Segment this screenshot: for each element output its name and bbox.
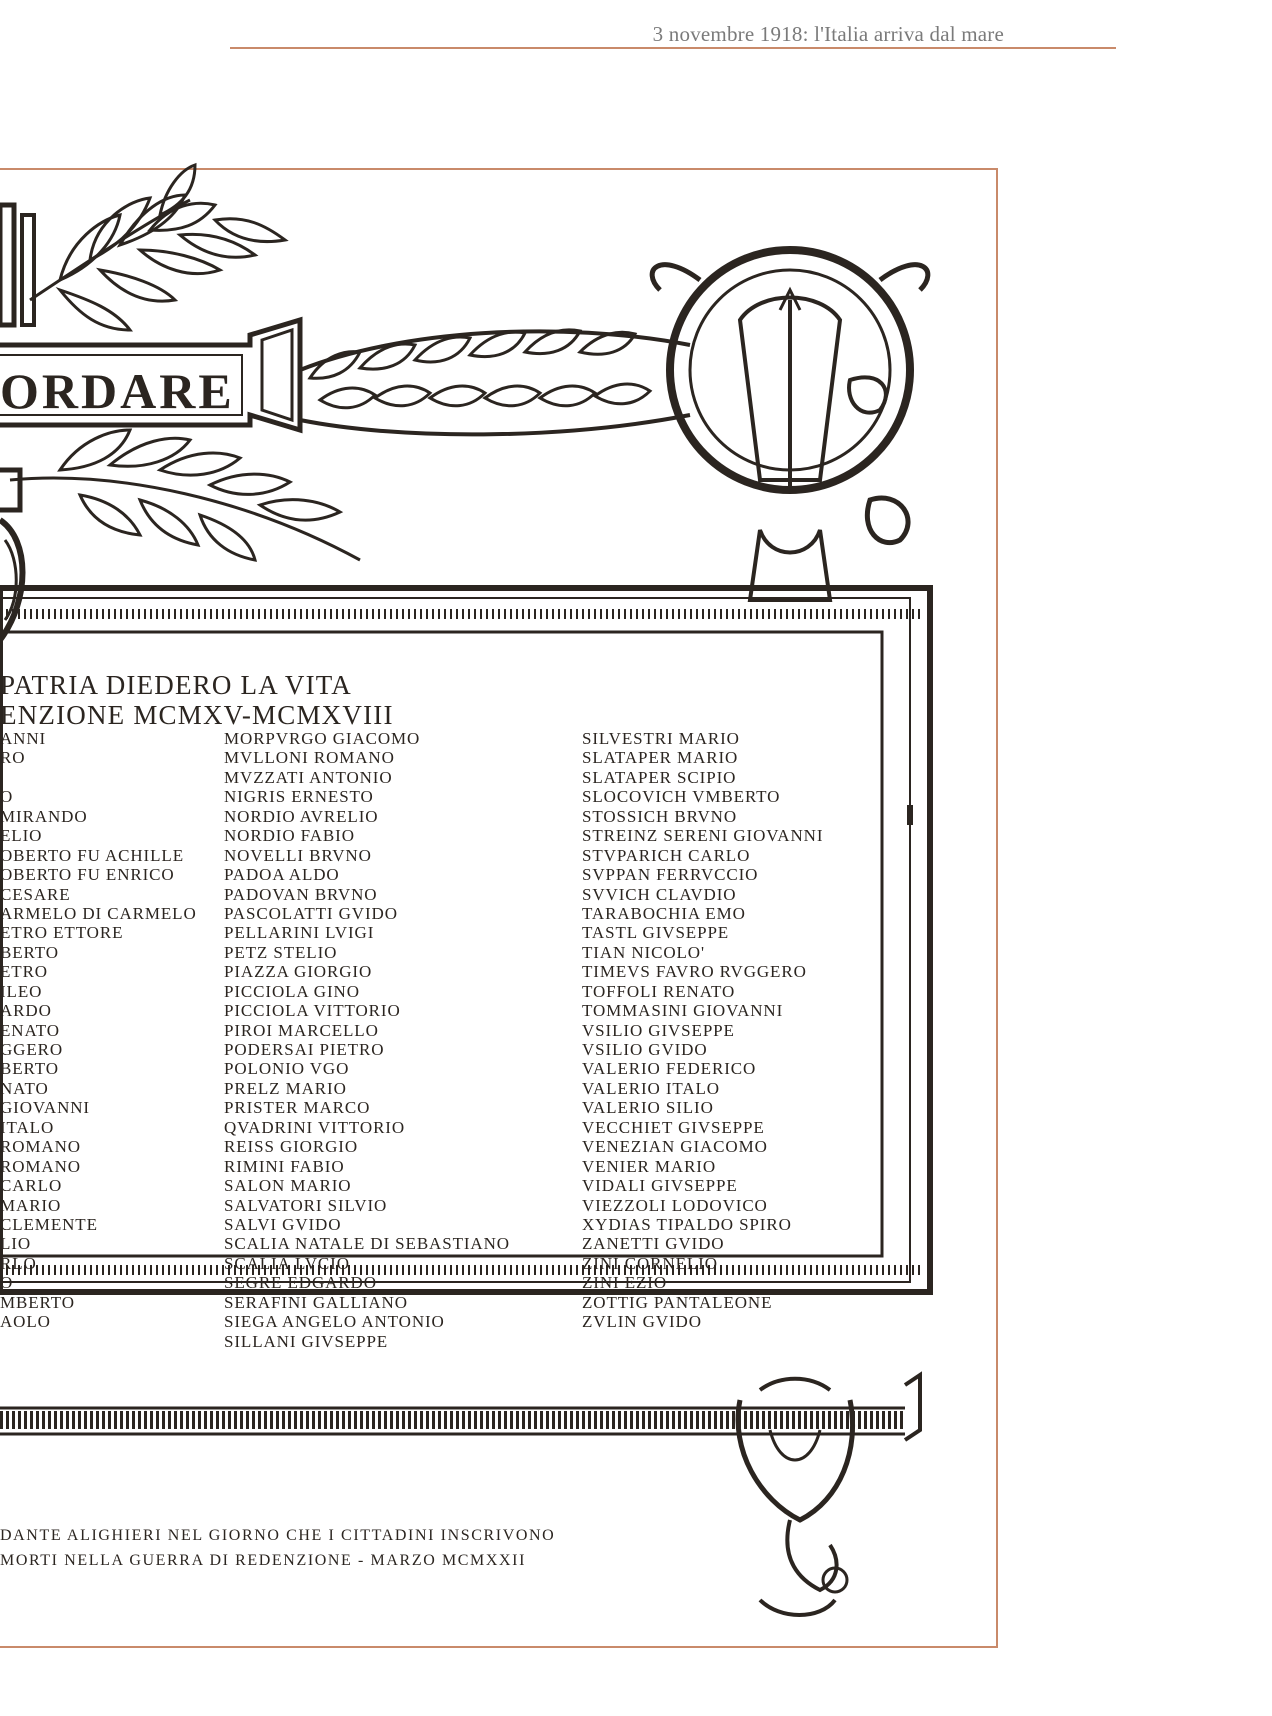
names-column-2	[224, 729, 510, 1351]
name-entry: BERTO	[0, 942, 59, 962]
name-entry: TARABOCHIA EMO	[582, 903, 746, 923]
name-entry: STOSSICH BRVNO	[582, 806, 737, 826]
name-entry: PETZ STELIO	[224, 942, 338, 962]
name-entry: TOFFOLI RENATO	[582, 981, 736, 1001]
name-entry: STREINZ SERENI GIOVANNI	[582, 826, 824, 846]
name-entry: MARIO	[0, 1195, 62, 1215]
name-entry: NIGRIS ERNESTO	[224, 787, 374, 807]
name-entry: ZINI EZIO	[582, 1273, 668, 1293]
dedication-line-1: DANTE ALIGHIERI NEL GIORNO CHE I CITTADINI INSCRIVONO	[0, 1527, 556, 1544]
name-entry: BERTO	[0, 1059, 59, 1079]
name-entry: NOVELLI BRVNO	[224, 845, 372, 865]
name-entry: PELLARINI LVIGI	[224, 923, 375, 943]
name-entry: XYDIAS TIPALDO SPIRO	[582, 1214, 792, 1234]
name-entry: SLATAPER MARIO	[582, 748, 739, 768]
dedication-line-2: MORTI NELLA GUERRA DI REDENZIONE - MARZO MCMXXII	[0, 1552, 527, 1569]
name-entry: VALERIO ITALO	[582, 1078, 720, 1098]
name-entry: ENATO	[0, 1020, 60, 1040]
name-entry: ZANETTI GVIDO	[582, 1234, 725, 1254]
name-entry: NATO	[0, 1078, 49, 1098]
name-entry: CARLO	[0, 1176, 63, 1196]
name-entry: ZINI CORNELIO	[582, 1253, 718, 1273]
names-column-3	[582, 729, 823, 1332]
name-entry: PADOVAN BRVNO	[224, 884, 378, 904]
name-entry: QVADRINI VITTORIO	[224, 1117, 406, 1137]
name-entry: SALVI GVIDO	[224, 1214, 342, 1234]
name-entry: SERAFINI GALLIANO	[224, 1292, 408, 1312]
name-entry: PRISTER MARCO	[224, 1098, 371, 1118]
name-entry: MVZZATI ANTONIO	[224, 767, 393, 787]
name-entry: SIEGA ANGELO ANTONIO	[224, 1312, 445, 1332]
name-entry: POLONIO VGO	[224, 1059, 350, 1079]
name-entry: ILEO	[0, 981, 43, 1001]
name-entry: TIMEVS FAVRO RVGGERO	[582, 962, 807, 982]
name-entry: ITALO	[0, 1117, 55, 1137]
names-column-1	[0, 729, 197, 1332]
name-entry: VSILIO GVIDO	[582, 1040, 708, 1059]
name-entry: VALERIO FEDERICO	[582, 1059, 757, 1079]
name-entry: NORDIO AVRELIO	[224, 806, 379, 826]
name-entry: SEGRE EDGARDO	[224, 1273, 377, 1293]
name-entry: OBERTO FU ENRICO	[0, 865, 175, 885]
name-entry: MORPVRGO GIACOMO	[224, 729, 421, 748]
name-entry: RLO	[0, 1253, 37, 1273]
name-entry: SALON MARIO	[224, 1176, 352, 1196]
name-entry: ZVLIN GVIDO	[582, 1312, 702, 1332]
name-entry: MBERTO	[0, 1292, 75, 1312]
name-entry: MVLLONI ROMANO	[224, 748, 395, 768]
name-entry: ROMANO	[0, 1137, 81, 1157]
name-entry: CLEMENTE	[0, 1214, 98, 1234]
name-entry: PASCOLATTI GVIDO	[224, 903, 398, 923]
name-entry: TOMMASINI GIOVANNI	[582, 1001, 784, 1021]
name-entry: SLATAPER SCIPIO	[582, 767, 737, 787]
name-entry: ANNI	[0, 729, 47, 748]
name-entry: SCALIA NATALE DI SEBASTIANO	[224, 1234, 510, 1254]
name-entry: RO	[0, 748, 26, 768]
plaque-heading-line-2: ENZIONE MCMXV-MCMXVIII	[0, 700, 394, 730]
name-entry: PRELZ MARIO	[224, 1078, 347, 1098]
name-entry: SLOCOVICH VMBERTO	[582, 787, 781, 807]
name-entry: ZOTTIG PANTALEONE	[582, 1292, 773, 1312]
name-entry: OBERTO FU ACHILLE	[0, 845, 184, 865]
name-entry	[0, 768, 197, 787]
name-entry: PIROI MARCELLO	[224, 1020, 379, 1040]
plaque-title: ORDARE	[0, 363, 235, 419]
name-entry: PODERSAI PIETRO	[224, 1040, 385, 1059]
name-entry: SVPPAN FERRVCCIO	[582, 865, 759, 885]
name-entry: VALERIO SILIO	[582, 1098, 714, 1118]
name-entry: ARDO	[0, 1001, 52, 1021]
name-entry: TASTL GIVSEPPE	[582, 923, 730, 943]
name-entry: SILVESTRI MARIO	[582, 729, 740, 748]
name-entry: GGERO	[0, 1040, 64, 1059]
name-entry: VENEZIAN GIACOMO	[582, 1137, 768, 1157]
name-entry: ELIO	[0, 826, 43, 846]
running-title: 3 novembre 1918: l'Italia arriva dal mare	[652, 22, 1004, 46]
name-entry: SCALIA LVCIO	[224, 1253, 350, 1273]
name-entry: REISS GIORGIO	[224, 1137, 359, 1157]
name-entry: VSILIO GIVSEPPE	[582, 1020, 735, 1040]
name-entry: MIRANDO	[0, 806, 88, 826]
name-entry: STVPARICH CARLO	[582, 845, 751, 865]
name-entry: SALVATORI SILVIO	[224, 1195, 388, 1215]
name-entry: AOLO	[0, 1312, 51, 1332]
name-entry: CESARE	[0, 884, 71, 904]
name-entry: O	[0, 787, 14, 807]
name-entry: ROMANO	[0, 1156, 81, 1176]
name-entry: ARMELO DI CARMELO	[0, 903, 197, 923]
name-entry: SVVICH CLAVDIO	[582, 884, 737, 904]
name-entry: PIAZZA GIORGIO	[224, 962, 373, 982]
name-entry: TIAN NICOLO'	[582, 942, 705, 962]
name-entry: RIMINI FABIO	[224, 1156, 345, 1176]
name-entry: VIEZZOLI LODOVICO	[582, 1195, 768, 1215]
name-entry: VENIER MARIO	[582, 1156, 717, 1176]
plaque-heading-line-1: PATRIA DIEDERO LA VITA	[0, 670, 353, 700]
name-entry: ETRO	[0, 962, 48, 982]
name-entry: GIOVANNI	[0, 1098, 90, 1118]
name-entry: VIDALI GIVSEPPE	[582, 1176, 738, 1196]
name-entry: ETRO ETTORE	[0, 923, 124, 943]
name-entry: PADOA ALDO	[224, 865, 340, 885]
name-entry: LIO	[0, 1234, 32, 1254]
name-entry: SILLANI GIVSEPPE	[224, 1331, 389, 1351]
name-entry: VECCHIET GIVSEPPE	[582, 1117, 765, 1137]
name-entry: O	[0, 1273, 14, 1293]
name-entry: PICCIOLA GINO	[224, 981, 360, 1001]
name-entry: PICCIOLA VITTORIO	[224, 1001, 401, 1021]
name-entry: NORDIO FABIO	[224, 826, 355, 846]
